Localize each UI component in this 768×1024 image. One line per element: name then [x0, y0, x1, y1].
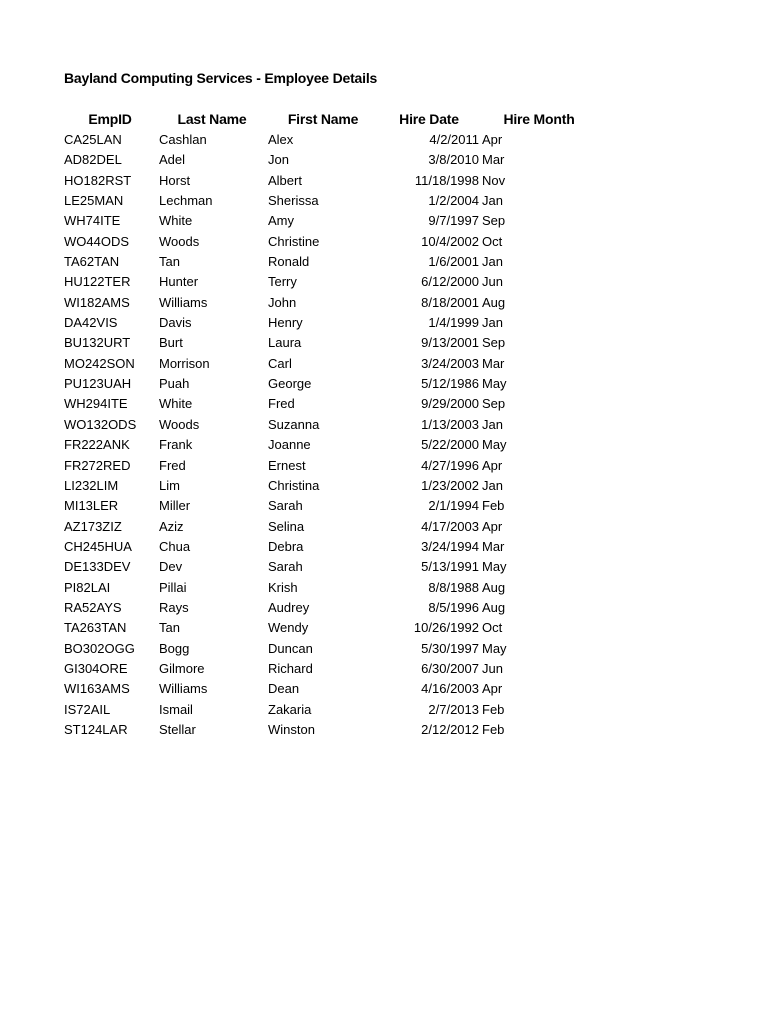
cell-first-name: Ernest — [268, 457, 306, 473]
cell-last-name: White — [159, 213, 193, 229]
cell-last-name: Adel — [159, 152, 186, 168]
cell-hire-date: 5/13/1991 — [421, 559, 479, 575]
cell-first-name: Ronald — [268, 254, 310, 270]
cell-hire-date: 2/1/1994 — [428, 498, 479, 514]
cell-hire-date: 5/30/1997 — [421, 640, 479, 656]
cell-empid: LE25MAN — [64, 193, 124, 209]
cell-hire-month: Feb — [482, 721, 505, 737]
cell-hire-month: Jan — [482, 315, 503, 331]
cell-hire-date: 9/13/2001 — [421, 335, 479, 351]
cell-hire-month: Aug — [482, 294, 506, 310]
cell-hire-date: 5/12/1986 — [421, 376, 479, 392]
cell-last-name: Tan — [159, 254, 180, 270]
cell-hire-month: Sep — [482, 213, 506, 229]
cell-first-name: Wendy — [268, 620, 309, 636]
cell-first-name: Winston — [268, 721, 315, 737]
cell-empid: WO44ODS — [64, 233, 130, 249]
cell-hire-date: 3/24/2003 — [421, 355, 479, 371]
cell-empid: PU123UAH — [64, 376, 132, 392]
cell-hire-date: 5/22/2000 — [421, 437, 479, 453]
cell-first-name: Joanne — [268, 437, 311, 453]
cell-hire-month: Jan — [482, 416, 503, 432]
cell-hire-month: Nov — [482, 172, 506, 188]
cell-first-name: George — [268, 376, 312, 392]
cell-empid: HO182RST — [64, 172, 132, 188]
cell-hire-date: 1/23/2002 — [421, 477, 479, 493]
cell-first-name: Audrey — [268, 599, 310, 615]
cell-empid: CH245HUA — [64, 538, 132, 554]
cell-empid: AZ173ZIZ — [64, 518, 122, 534]
cell-empid: DA42VIS — [64, 315, 118, 331]
cell-last-name: Cashlan — [159, 132, 207, 147]
document-title: Bayland Computing Services - Employee Details — [64, 70, 378, 86]
cell-hire-month: Jun — [482, 274, 503, 290]
cell-hire-date: 8/18/2001 — [421, 294, 479, 310]
cell-first-name: Christina — [268, 477, 320, 493]
cell-hire-month: May — [482, 437, 507, 453]
cell-empid: GI304ORE — [64, 660, 128, 676]
cell-empid: ST124LAR — [64, 721, 128, 737]
cell-empid: WH294ITE — [64, 396, 128, 412]
cell-empid: PI82LAI — [64, 579, 111, 595]
cell-last-name: Ismail — [159, 701, 193, 717]
cell-last-name: Fred — [159, 457, 186, 473]
cell-last-name: Lechman — [159, 193, 213, 209]
cell-last-name: Lim — [159, 477, 180, 493]
cell-last-name: Gilmore — [159, 660, 205, 676]
cell-last-name: Tan — [159, 620, 180, 636]
cell-hire-date: 10/26/1992 — [413, 620, 479, 636]
cell-empid: TA263TAN — [64, 620, 127, 636]
cell-hire-month: Mar — [482, 538, 505, 554]
cell-hire-date: 4/27/1996 — [421, 457, 479, 473]
cell-empid: HU122TER — [64, 274, 131, 290]
cell-first-name: Sarah — [268, 559, 303, 575]
header-empid: EmpID — [88, 111, 132, 127]
cell-hire-month: Jun — [482, 660, 503, 676]
cell-last-name: Morrison — [159, 355, 210, 371]
cell-hire-date: 9/7/1997 — [428, 213, 479, 229]
cell-hire-date: 1/4/1999 — [428, 315, 479, 331]
cell-hire-date: 3/8/2010 — [428, 152, 479, 168]
cell-hire-month: Jan — [482, 477, 503, 493]
cell-hire-date: 2/12/2012 — [421, 721, 479, 737]
cell-first-name: Dean — [268, 681, 300, 697]
cell-hire-month: Jan — [482, 254, 503, 270]
cell-first-name: Amy — [268, 213, 294, 229]
cell-hire-date: 3/24/1994 — [421, 538, 479, 554]
cell-empid: TA62TAN — [64, 254, 120, 270]
cell-last-name: Chua — [159, 538, 191, 554]
cell-first-name: Albert — [268, 172, 302, 188]
cell-last-name: Frank — [159, 437, 193, 453]
cell-last-name: Dev — [159, 559, 183, 575]
cell-hire-date: 10/4/2002 — [421, 233, 479, 249]
cell-hire-date: 2/7/2013 — [428, 701, 479, 717]
cell-last-name: Hunter — [159, 274, 199, 290]
cell-empid: CA25LAN — [64, 132, 122, 147]
header-hire-month: Hire Month — [503, 111, 575, 127]
cell-first-name: Richard — [268, 660, 313, 676]
cell-hire-month: Aug — [482, 579, 506, 595]
cell-last-name: Williams — [159, 681, 208, 697]
cell-hire-month: Feb — [482, 498, 505, 514]
cell-last-name: Puah — [159, 376, 190, 392]
cell-hire-date: 6/30/2007 — [421, 660, 479, 676]
cell-empid: IS72AIL — [64, 701, 111, 717]
cell-empid: WH74ITE — [64, 213, 121, 229]
cell-last-name: Woods — [159, 233, 200, 249]
cell-last-name: Miller — [159, 498, 191, 514]
cell-empid: MI13LER — [64, 498, 119, 514]
cell-empid: WO132ODS — [64, 416, 137, 432]
cell-hire-date: 8/5/1996 — [428, 599, 479, 615]
cell-last-name: Horst — [159, 172, 191, 188]
cell-first-name: Sherissa — [268, 193, 319, 209]
cell-hire-month: Mar — [482, 355, 505, 371]
cell-last-name: White — [159, 396, 193, 412]
cell-first-name: Laura — [268, 335, 302, 351]
cell-hire-month: Apr — [482, 681, 503, 697]
cell-hire-date: 4/17/2003 — [421, 518, 479, 534]
cell-hire-month: Apr — [482, 132, 503, 147]
header-last-name: Last Name — [177, 111, 247, 127]
cell-first-name: Carl — [268, 355, 292, 371]
cell-last-name: Williams — [159, 294, 208, 310]
cell-hire-month: May — [482, 640, 507, 656]
cell-empid: FR222ANK — [64, 437, 130, 453]
cell-hire-date: 9/29/2000 — [421, 396, 479, 412]
cell-hire-month: Sep — [482, 335, 506, 351]
cell-empid: FR272RED — [64, 457, 131, 473]
cell-hire-date: 4/2/2011 — [429, 132, 479, 147]
cell-empid: WI182AMS — [64, 294, 130, 310]
cell-empid: BO302OGG — [64, 640, 135, 656]
cell-first-name: Jon — [268, 152, 289, 168]
cell-hire-date: 1/13/2003 — [421, 416, 479, 432]
cell-last-name: Davis — [159, 315, 192, 331]
cell-hire-month: Feb — [482, 701, 505, 717]
cell-empid: MO242SON — [64, 355, 135, 371]
cell-last-name: Rays — [159, 599, 189, 615]
cell-hire-date: 11/18/1998 — [414, 172, 479, 188]
cell-hire-month: May — [482, 559, 507, 575]
cell-last-name: Woods — [159, 416, 200, 432]
cell-first-name: Debra — [268, 538, 304, 554]
cell-empid: AD82DEL — [64, 152, 122, 168]
cell-hire-date: 8/8/1988 — [428, 579, 479, 595]
cell-hire-date: 1/6/2001 — [428, 254, 479, 270]
cell-hire-date: 1/2/2004 — [428, 193, 479, 209]
cell-first-name: Zakaria — [268, 701, 312, 717]
cell-empid: LI232LIM — [64, 477, 119, 493]
cell-hire-date: 6/12/2000 — [421, 274, 479, 290]
cell-first-name: Alex — [268, 132, 294, 147]
cell-last-name: Aziz — [159, 518, 184, 534]
cell-hire-month: Sep — [482, 396, 506, 412]
cell-first-name: Sarah — [268, 498, 303, 514]
cell-empid: DE133DEV — [64, 559, 131, 575]
cell-last-name: Pillai — [159, 579, 187, 595]
cell-hire-month: Mar — [482, 152, 505, 168]
cell-hire-month: Apr — [482, 457, 503, 473]
header-hire-date: Hire Date — [399, 111, 459, 127]
cell-first-name: Terry — [268, 274, 297, 290]
cell-first-name: Selina — [268, 518, 305, 534]
cell-empid: BU132URT — [64, 335, 131, 351]
cell-first-name: Suzanna — [268, 416, 320, 432]
cell-hire-month: Apr — [482, 518, 503, 534]
cell-first-name: Krish — [268, 579, 298, 595]
cell-hire-month: May — [482, 376, 507, 392]
cell-first-name: Henry — [268, 315, 303, 331]
cell-first-name: Duncan — [268, 640, 313, 656]
cell-empid: WI163AMS — [64, 681, 130, 697]
cell-first-name: Fred — [268, 396, 295, 412]
cell-last-name: Burt — [159, 335, 183, 351]
cell-last-name: Bogg — [159, 640, 190, 656]
cell-hire-month: Oct — [482, 233, 503, 249]
cell-hire-month: Oct — [482, 620, 503, 636]
cell-hire-month: Jan — [482, 193, 503, 209]
cell-first-name: John — [268, 294, 297, 310]
header-first-name: First Name — [287, 111, 359, 127]
cell-first-name: Christine — [268, 233, 320, 249]
cell-hire-month: Aug — [482, 599, 506, 615]
cell-last-name: Stellar — [159, 721, 196, 737]
cell-empid: RA52AYS — [64, 599, 122, 615]
cell-hire-date: 4/16/2003 — [421, 681, 479, 697]
